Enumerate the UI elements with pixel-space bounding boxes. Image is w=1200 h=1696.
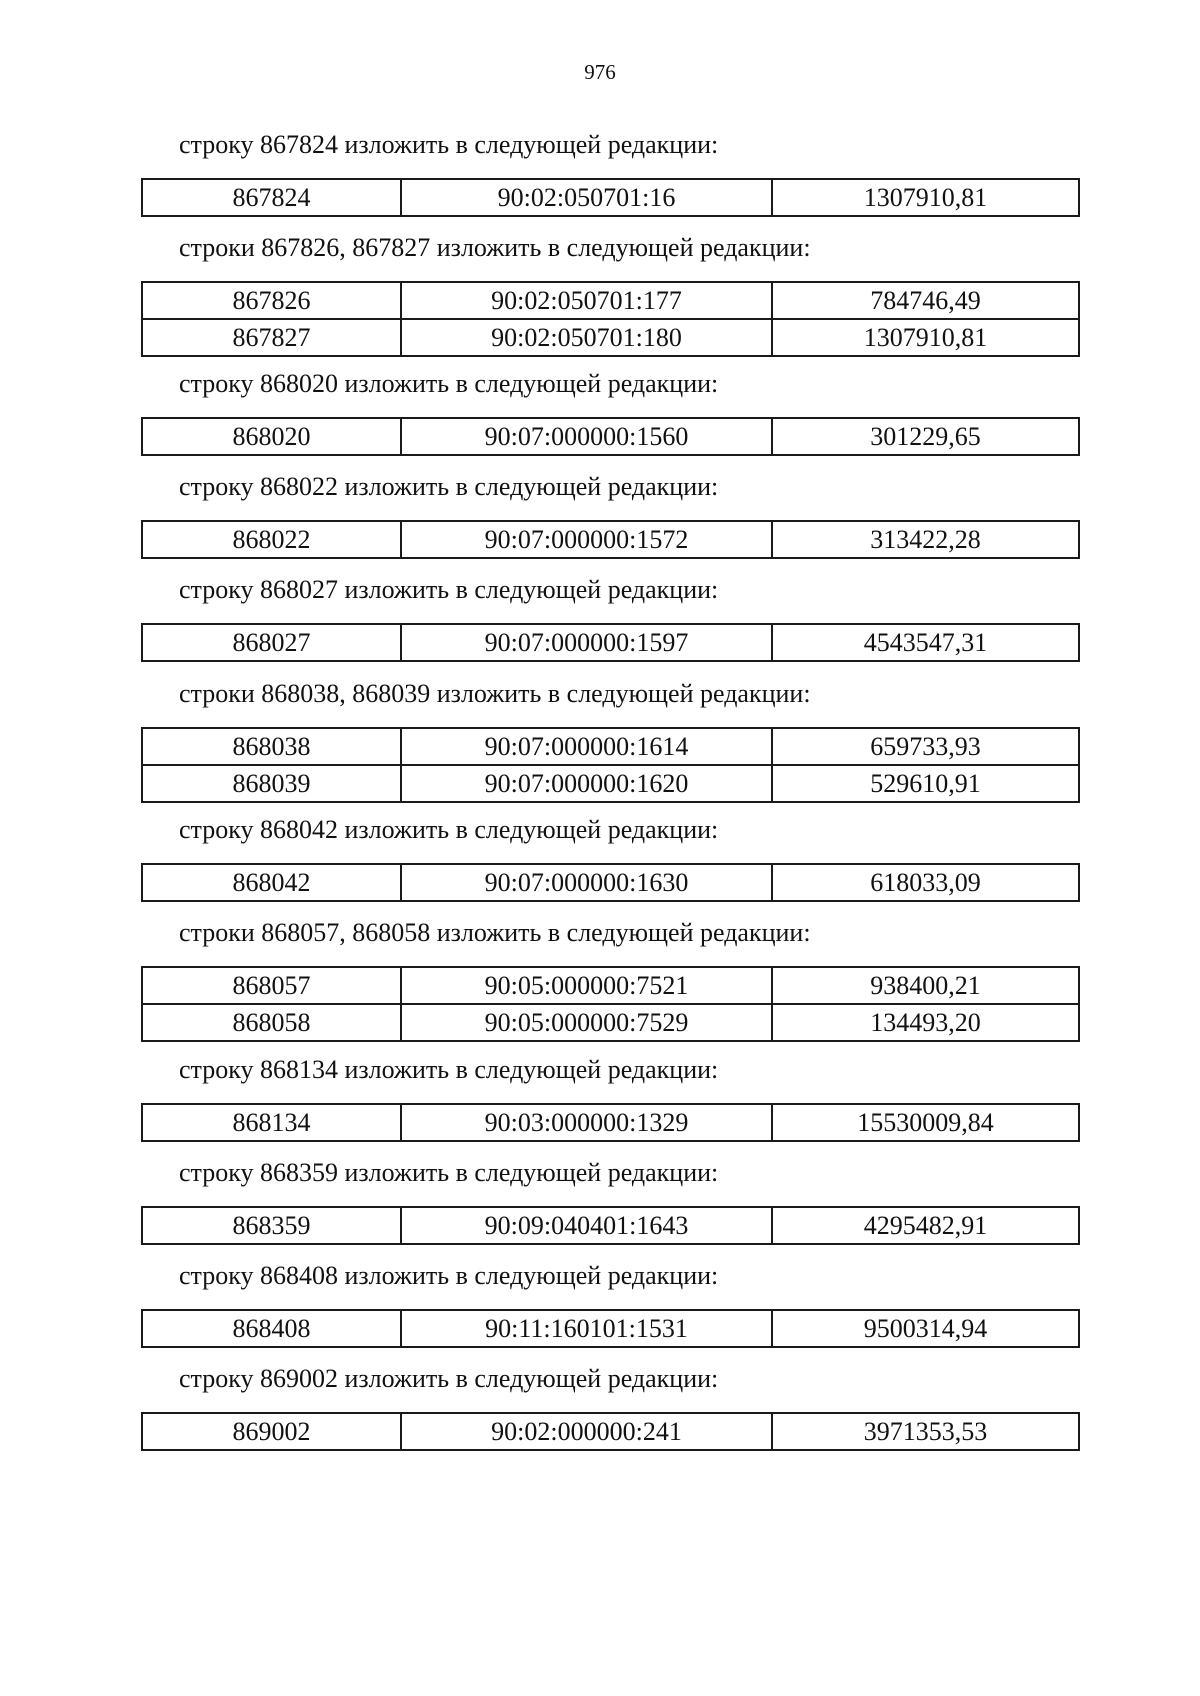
row-number-cell: 868042 [142, 864, 401, 901]
amendment-table [141, 520, 1080, 559]
table-row [142, 282, 1079, 319]
amendment-table [141, 1206, 1080, 1245]
value-cell: 529610,91 [772, 765, 1079, 802]
amendment-instruction: строку 868134 изложить в следующей редакции: [179, 1055, 719, 1084]
value-cell: 618033,09 [772, 864, 1079, 901]
amendment-table [141, 178, 1080, 217]
amendment-table [141, 1412, 1080, 1451]
table-row [142, 864, 1079, 901]
cadastral-number-cell: 90:07:000000:1560 [401, 418, 772, 455]
value-cell: 9500314,94 [772, 1310, 1079, 1347]
amendment-instruction: строку 868027 изложить в следующей редакции: [179, 575, 719, 604]
amendment-instruction: строки 867826, 867827 изложить в следующей редакции: [179, 233, 811, 262]
value-cell: 1307910,81 [772, 179, 1079, 216]
table-row [142, 765, 1079, 802]
row-number-cell: 868058 [142, 1004, 401, 1041]
row-number-cell: 867824 [142, 179, 401, 216]
row-number-cell: 868057 [142, 967, 401, 1004]
amendment-instruction: строку 867824 изложить в следующей редакции: [179, 130, 719, 159]
cadastral-number-cell: 90:07:000000:1614 [401, 728, 772, 765]
amendment-instruction: строку 868408 изложить в следующей редакции: [179, 1261, 719, 1290]
amendment-instruction: строку 868020 изложить в следующей редакции: [179, 369, 719, 398]
value-cell: 4543547,31 [772, 624, 1079, 661]
row-number-cell: 868022 [142, 521, 401, 558]
value-cell: 134493,20 [772, 1004, 1079, 1041]
row-number-cell: 867827 [142, 319, 401, 356]
cadastral-number-cell: 90:05:000000:7521 [401, 967, 772, 1004]
cadastral-number-cell: 90:07:000000:1572 [401, 521, 772, 558]
table-row [142, 1207, 1079, 1244]
cadastral-number-cell: 90:02:050701:180 [401, 319, 772, 356]
table-row [142, 319, 1079, 356]
row-number-cell: 867826 [142, 282, 401, 319]
amendment-table [141, 863, 1080, 902]
value-cell: 301229,65 [772, 418, 1079, 455]
table-row [142, 179, 1079, 216]
row-number-cell: 869002 [142, 1413, 401, 1450]
value-cell: 4295482,91 [772, 1207, 1079, 1244]
value-cell: 938400,21 [772, 967, 1079, 1004]
cadastral-number-cell: 90:09:040401:1643 [401, 1207, 772, 1244]
row-number-cell: 868038 [142, 728, 401, 765]
cadastral-number-cell: 90:03:000000:1329 [401, 1104, 772, 1141]
table-row [142, 521, 1079, 558]
row-number-cell: 868039 [142, 765, 401, 802]
value-cell: 784746,49 [772, 282, 1079, 319]
row-number-cell: 868027 [142, 624, 401, 661]
value-cell: 1307910,81 [772, 319, 1079, 356]
table-row [142, 728, 1079, 765]
row-number-cell: 868359 [142, 1207, 401, 1244]
value-cell: 3971353,53 [772, 1413, 1079, 1450]
value-cell: 313422,28 [772, 521, 1079, 558]
amendment-table [141, 623, 1080, 662]
value-cell: 659733,93 [772, 728, 1079, 765]
table-row [142, 1004, 1079, 1041]
amendment-instruction: строку 868022 изложить в следующей редакции: [179, 472, 719, 501]
amendment-table [141, 417, 1080, 456]
amendment-instruction: строки 868038, 868039 изложить в следующей редакции: [179, 679, 811, 708]
amendment-instruction: строку 868042 изложить в следующей редакции: [179, 815, 719, 844]
table-row [142, 418, 1079, 455]
cadastral-number-cell: 90:11:160101:1531 [401, 1310, 772, 1347]
table-row [142, 1413, 1079, 1450]
amendment-table [141, 1103, 1080, 1142]
cadastral-number-cell: 90:02:000000:241 [401, 1413, 772, 1450]
amendment-instruction: строку 868359 изложить в следующей редакции: [179, 1158, 719, 1187]
page-number: 976 [584, 60, 616, 84]
table-row [142, 1104, 1079, 1141]
amendment-instruction: строку 869002 изложить в следующей редакции: [179, 1364, 719, 1393]
cadastral-number-cell: 90:07:000000:1597 [401, 624, 772, 661]
row-number-cell: 868408 [142, 1310, 401, 1347]
row-number-cell: 868020 [142, 418, 401, 455]
table-row [142, 1310, 1079, 1347]
cadastral-number-cell: 90:02:050701:177 [401, 282, 772, 319]
amendment-table [141, 281, 1080, 357]
cadastral-number-cell: 90:05:000000:7529 [401, 1004, 772, 1041]
amendment-table [141, 1309, 1080, 1348]
cadastral-number-cell: 90:02:050701:16 [401, 179, 772, 216]
value-cell: 15530009,84 [772, 1104, 1079, 1141]
cadastral-number-cell: 90:07:000000:1630 [401, 864, 772, 901]
table-row [142, 624, 1079, 661]
table-row [142, 967, 1079, 1004]
cadastral-number-cell: 90:07:000000:1620 [401, 765, 772, 802]
amendment-table [141, 727, 1080, 803]
amendment-instruction: строки 868057, 868058 изложить в следующей редакции: [179, 918, 811, 947]
row-number-cell: 868134 [142, 1104, 401, 1141]
amendment-table [141, 966, 1080, 1042]
